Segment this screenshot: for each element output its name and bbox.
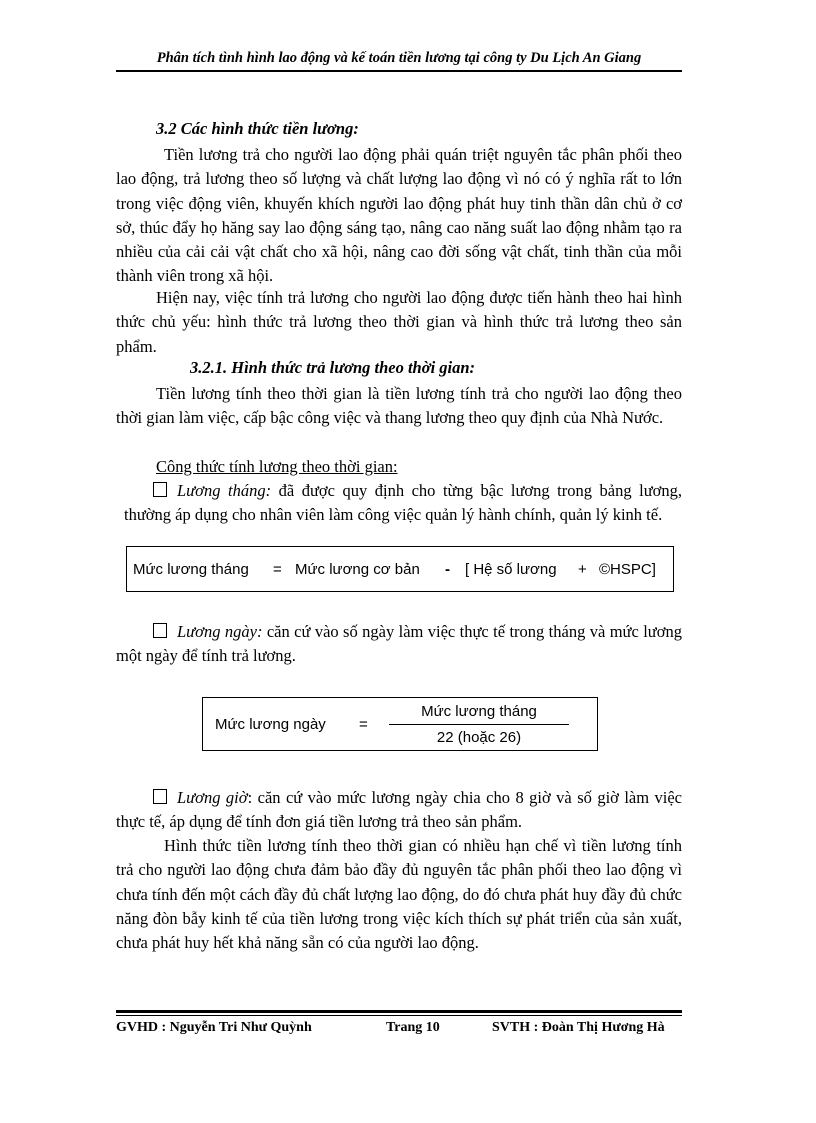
monthly-formula-lhs: Mức lương tháng	[133, 561, 249, 578]
hourly-wage-text: : căn cứ vào mức lương ngày chia cho 8 giờ và số giờ làm việc thực tế, áp dụng để tính đơn giá tiền lương trả theo sản phẩm.	[116, 788, 682, 832]
bullet-box-icon	[153, 482, 167, 497]
subsection-title: 3.2.1. Hình thức trả lương theo thời gian:	[190, 358, 476, 377]
daily-formula-lhs: Mức lương ngày	[215, 716, 326, 733]
monthly-formula-hspc: ©HSPC]	[599, 561, 656, 578]
intro-paragraph-2-text: Hiện nay, việc tính trả lương cho người lao động được tiến hành theo hai hình thức chủ yếu: hình thức trả lương theo thời gian và hình thức trả lương theo sản phẩm.	[116, 288, 682, 356]
footer-student: SVTH : Đoàn Thị Hương Hà	[492, 1020, 665, 1035]
intro-paragraph-1	[116, 143, 682, 289]
hourly-wage-term: Lương giờ	[177, 788, 248, 807]
footer-rule-thick	[116, 1010, 682, 1013]
daily-formula-box	[202, 697, 598, 751]
hourly-wage-item	[116, 786, 682, 835]
bullet-box-icon	[153, 789, 167, 804]
time-wage-paragraph	[116, 382, 682, 431]
formula-heading	[156, 455, 398, 479]
monthly-formula-plus: +	[578, 561, 587, 578]
running-header: Phân tích tình hình lao động và kế toán tiền lương tại công ty Du Lịch An Giang	[156, 50, 642, 66]
intro-paragraph-2	[116, 286, 682, 359]
header-rule	[116, 70, 682, 72]
daily-formula-eq: =	[359, 716, 368, 733]
daily-formula-denominator: 22 (hoặc 26)	[436, 729, 522, 746]
section-title: 3.2 Các hình thức tiền lương:	[156, 119, 359, 138]
daily-wage-text: căn cứ vào số ngày làm việc thực tế trong tháng và mức lương một ngày để tính trả lương.	[116, 622, 682, 666]
bullet-box-icon	[153, 623, 167, 638]
monthly-wage-item	[124, 479, 682, 528]
footer-rule-thin	[116, 1015, 682, 1016]
monthly-formula-coef: [ Hệ số lương	[465, 561, 557, 578]
monthly-wage-text: đã được quy định cho từng bậc lương trong bảng lương, thường áp dụng cho nhân viên làm công việc quản lý hành chính, quản lý kinh tế.	[124, 481, 683, 525]
monthly-wage-term: Lương tháng:	[177, 481, 272, 500]
daily-wage-item	[116, 620, 682, 669]
monthly-formula-eq: =	[273, 561, 282, 578]
formula-heading-text: Công thức tính lương theo thời gian:	[156, 457, 398, 476]
conclusion-paragraph	[116, 834, 682, 955]
footer-page-number: Trang 10	[386, 1020, 440, 1035]
intro-paragraph-1-text: Tiền lương trả cho người lao động phải quán triệt nguyên tắc phân phối theo lao động, trả lương theo số lượng và chất lượng lao động vì nó có ý nghĩa rất to lớn trong việc động viên, khuyến khích người lao động phát huy tinh thần dân chủ ở cơ sở, thúc đẩy họ hăng say lao động sáng tạo, nâng cao năng suất lao động nhằm tạo ra nhiều của cải cải vật chất cho xã hội, nâng cao đời sống vật chất, tinh thần của mỗi thành viên trong xã hội.	[116, 145, 682, 286]
footer-advisor: GVHD : Nguyễn Tri Như Quỳnh	[116, 1020, 312, 1035]
conclusion-paragraph-text: Hình thức tiền lương tính theo thời gian có nhiều hạn chế vì tiền lương tính trả cho người lao động chưa đảm bảo đầy đủ nguyên tắc phân phối theo lao động vì chưa tính đến một cách đầy đủ chất lượng lao động, do đó chưa phát huy đầy đủ chức năng đòn bẫy kinh tế của tiền lương trong việc kích thích sự phát triển của sản xuất, chưa phát huy hết khả năng sẵn có của người lao động.	[116, 836, 682, 953]
monthly-formula-base: Mức lương cơ bản	[295, 561, 420, 578]
time-wage-paragraph-text: Tiền lương tính theo thời gian là tiền lương tính trả cho người lao động theo thời gian làm việc, cấp bậc công việc và thang lương theo quy định của Nhà Nước.	[116, 384, 682, 428]
fraction-bar	[389, 724, 569, 725]
monthly-formula-box	[126, 546, 674, 592]
monthly-formula-op: -	[445, 561, 450, 578]
daily-wage-term: Lương ngày:	[177, 622, 263, 641]
daily-formula-numerator: Mức lương tháng	[421, 703, 537, 720]
